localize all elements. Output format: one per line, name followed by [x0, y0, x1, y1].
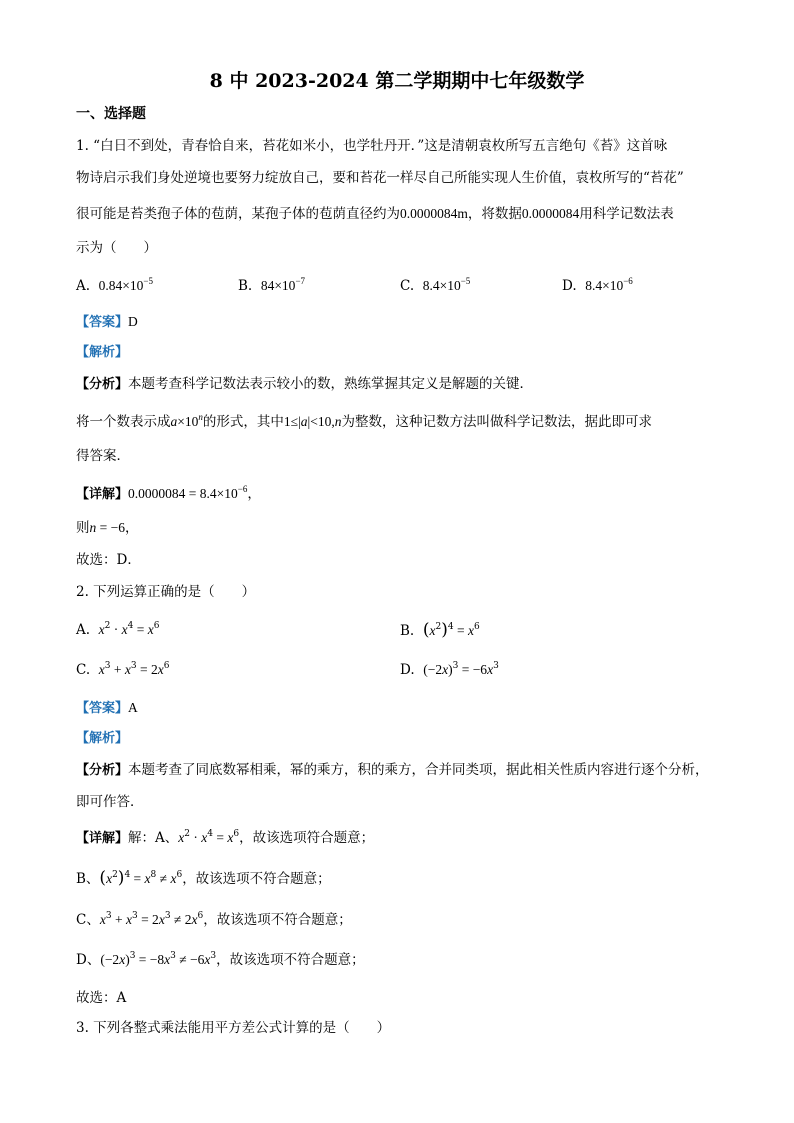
q1-detail: 【详解】$0.0000084 = 8.4\times 10^{-6}$，: [76, 484, 261, 502]
q1-option-c: C. $8.4\times 10^{-5}$: [400, 276, 471, 294]
q2-option-a: A. $x^2 \cdot x^4 = x^6$: [76, 621, 160, 638]
page-title: 8 中 2023-2024 第二学期期中七年级数学: [209, 70, 585, 92]
q1-data-value: 0.0000084: [521, 206, 580, 221]
q2-stem: 2. 下列运算正确的是（ ）: [76, 584, 256, 600]
q1-detail-then: 则n = −6，: [76, 520, 139, 536]
q2-detail-d: D、$(-2x)^3 = -8x^3 \ne -6x^3$，故该选项不符合题意；: [76, 951, 365, 968]
q1-choose: 故选：D．: [76, 552, 141, 568]
q1-analysis-tag: 【解析】: [76, 345, 129, 360]
q1-stem-line-1: 1. “白日不到处，青春恰自来，苔花如米小，也学牡丹开．”这是清朝袁枚所写五言绝句《苔》这首咏: [76, 138, 668, 154]
q1-option-d: D. $8.4\times 10^{-6}$: [562, 276, 633, 294]
q2-option-b: B. $(x^2)^4 = x^6$: [400, 620, 480, 640]
q1-option-b: B. $84\times 10^{-7}$: [238, 276, 306, 294]
q1-method-line-1: 将一个数表示成$a\times 10^n$的形式，其中1≤|a|<10,n为整数，这种记数方法叫做科学记数法，据此即可求: [76, 412, 652, 430]
q1-stem-line-3: 很可能是苔类孢子体的苞荫，某孢子体的苞荫直径约为0.0000084m，将数据0.0000084用科学记数法表: [76, 206, 674, 222]
q2-option-d: D. $(-2x)^3 = -6x^3$: [400, 661, 499, 678]
answer-tag: 【答案】: [76, 315, 129, 330]
q1-stem-line-4: 示为（ ）: [76, 240, 157, 256]
answer-tag: 【答案】: [76, 701, 129, 716]
q2-option-c: C. $x^3 + x^3 = 2x^6$: [76, 661, 170, 678]
q1-method-line-2: 得答案．: [76, 448, 130, 464]
q2-choose: 故选：A: [76, 990, 127, 1006]
q1-answer: 【答案】D: [76, 314, 138, 330]
section-title: 一、选择题: [76, 106, 146, 122]
q2-detail-b: B、$(x^2)^4 = x^8 \ne x^6$，故该选项不符合题意；: [76, 868, 331, 888]
q1-fenxi: 【分析】本题考查科学记数法表示较小的数，熟练掌握其定义是解题的关键．: [76, 376, 534, 392]
q2-fenxi-line-2: 即可作答．: [76, 794, 144, 810]
q2-answer: 【答案】A: [76, 700, 138, 716]
q2-fenxi-line-1: 【分析】本题考查了同底数幂相乘，幂的乘方，积的乘方，合并同类项，据此相关性质内容进行逐个分析，: [76, 762, 709, 778]
q2-analysis-tag: 【解析】: [76, 731, 129, 746]
q2-detail-c: C、$x^3 + x^3 = 2x^3 \ne 2x^6$，故该选项不符合题意；: [76, 911, 352, 928]
q2-detail-a: 【详解】解：A、$x^2 \cdot x^4 = x^6$，故该选项符合题意；: [76, 829, 375, 846]
q3-stem: 3. 下列各整式乘法能用平方差公式计算的是（ ）: [76, 1020, 391, 1036]
q1-diameter-value: 0.0000084m: [400, 206, 468, 221]
q1-stem-line-2: 物诗启示我们身处逆境也要努力绽放自己，要和苔花一样尽自己所能实现人生价值，袁枚所写的“苔花”: [76, 170, 684, 186]
q1-option-a: A. $0.84\times 10^{-5}$: [76, 276, 153, 294]
